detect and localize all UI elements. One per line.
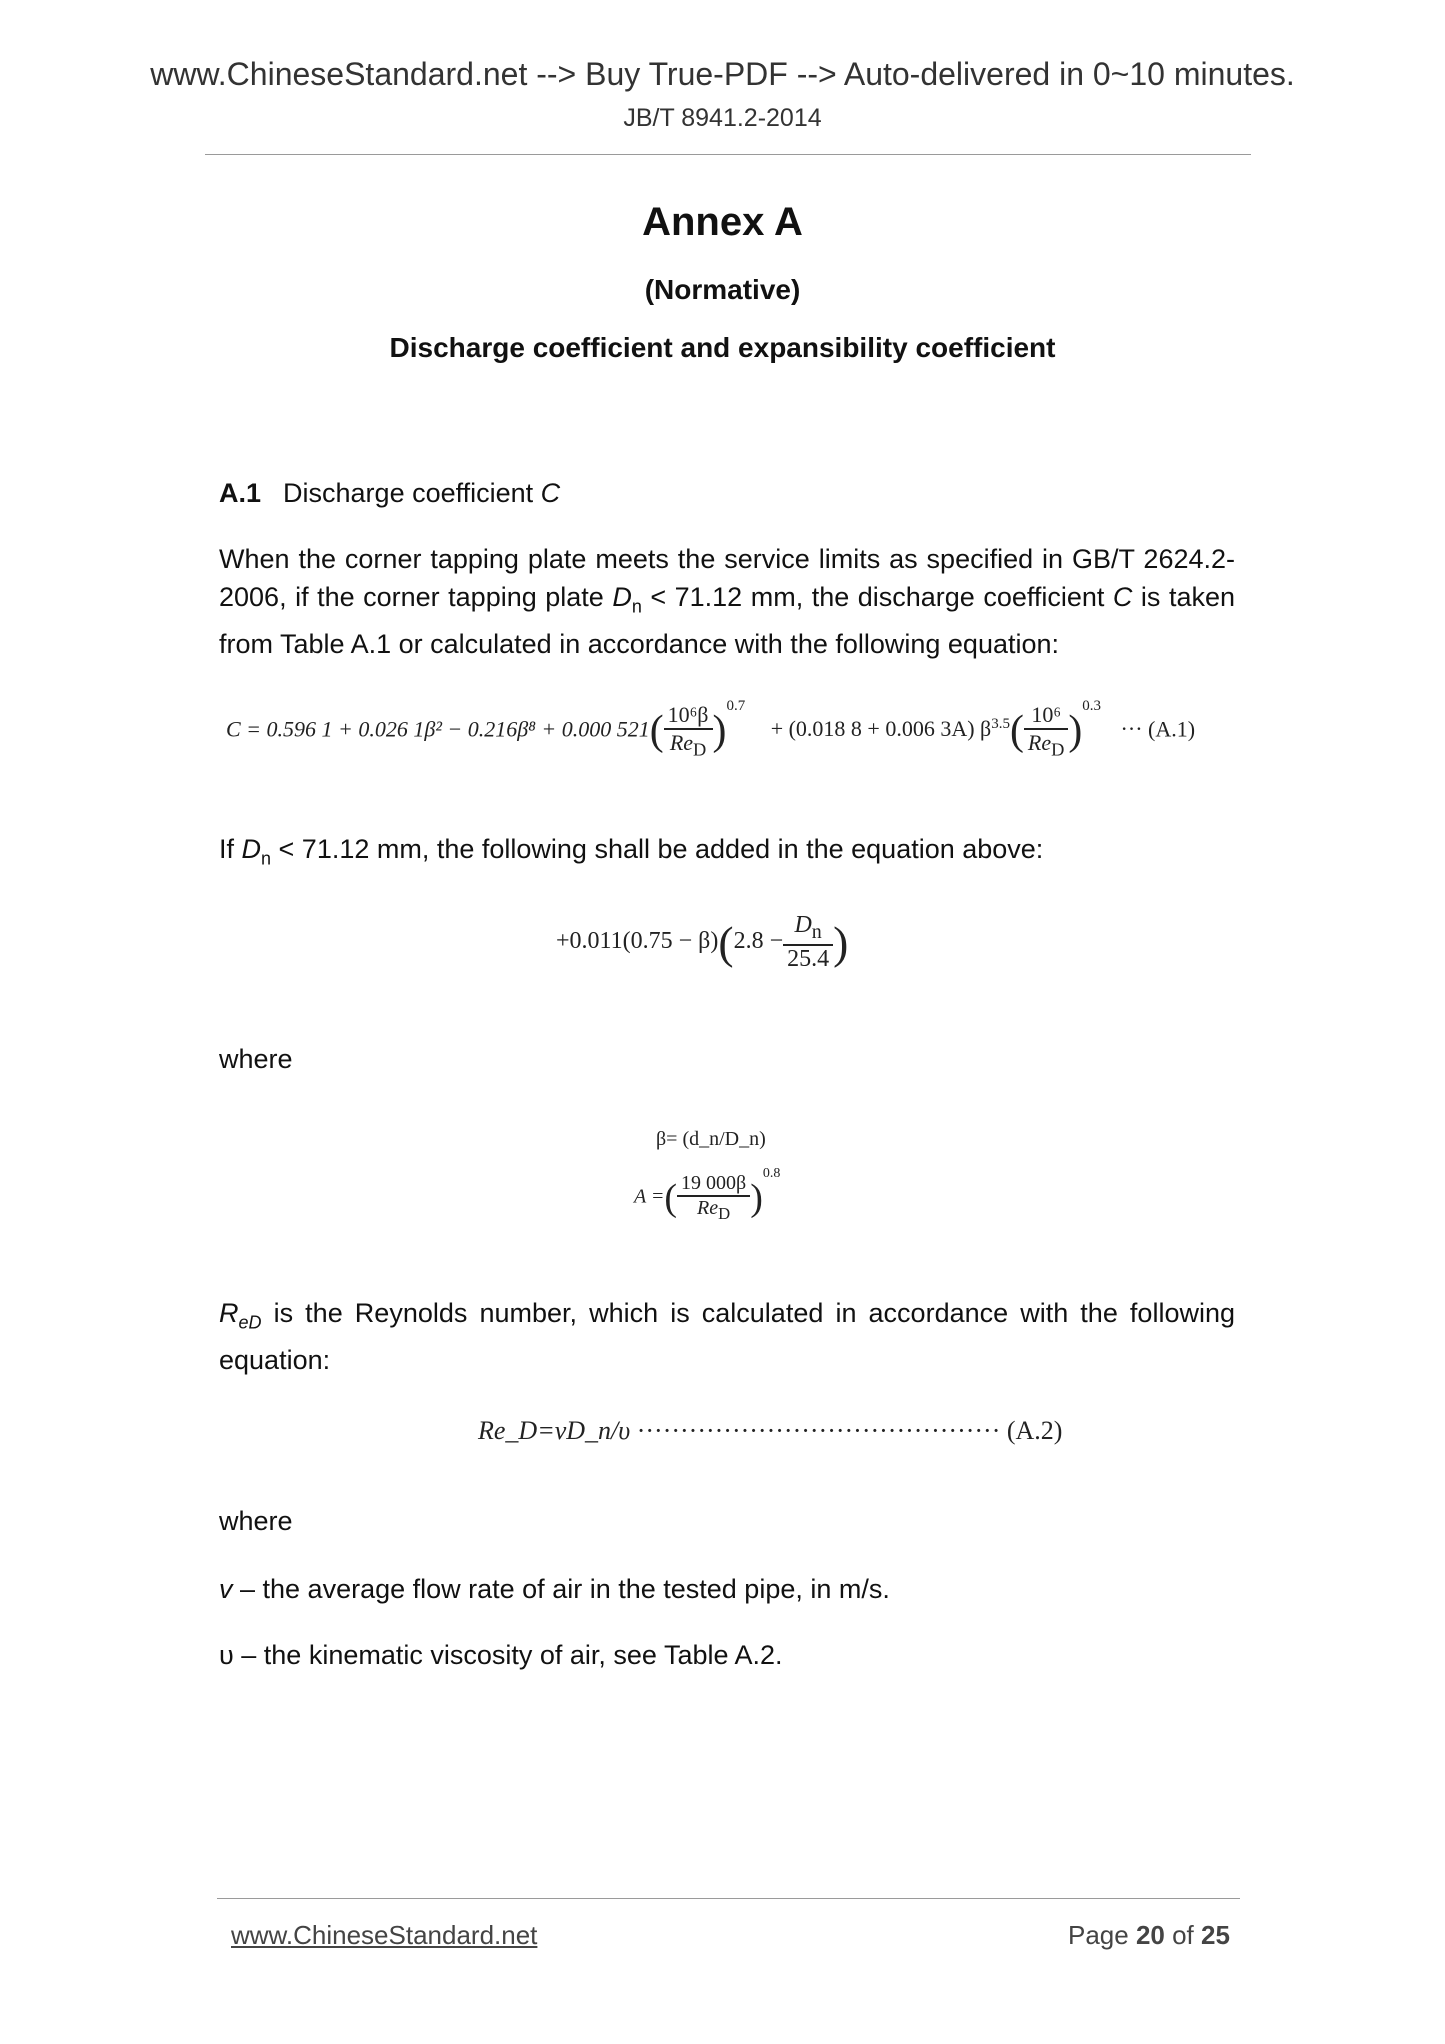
paragraph-small-bore: If $D_n < 71.12$ mm, the following shall be added in the equation above: [219,834,1044,869]
equation-a1: C = 0.596 1 + 0.026 1β² − 0.216β⁸ + 0.000 521( $\frac{\text{10⁶β}}{Re_D}$ )$^{0.7}$ + (0.018 8 + 0.006 3A) $\beta^{3.5}$( $\frac{\text{10⁶}}{Re_D}$ )$^{0.3}$ ··· (A.1) [226,697,1196,760]
paragraph-intro: When the corner tapping plate meets the service limits as specified in GB/T 2624.2-2006, if the corner tapping plate $D_n < 71.12$ mm, the discharge coefficient C is taken from Table A.1 or calculated in accordance with the following equation: [219,544,1235,660]
equation-A: A =( $\frac{19 000\beta}{Re_D}$ )$^{0.8}$ [634,1165,781,1223]
clause-heading-text: Discharge coefficient [283,478,541,508]
equation-additional-term: +0.011(0.75 − β)(2.8 − $\frac{D_n}{25.4}$ ) [556,912,849,972]
paragraph-reynolds: $R_{eD}$ is the Reynolds number, which is calculated in accordance with the following equation: [219,1298,1235,1376]
definition-v: v – the average flow rate of air in the tested pipe, in m/s. [219,1574,890,1604]
where-label-1: where [219,1044,293,1074]
clause-number: A.1 [219,478,262,508]
footer-link[interactable]: www.ChineseStandard.net [231,1920,538,1950]
equation-a2: Re_D=vD_n/υ ·········································· (A.2) [478,1416,1063,1445]
annex-subtitle: Discharge coefficient and expansibility coefficient [389,332,1056,363]
header-divider [205,154,1251,155]
equation-beta: β= (d_n/D_n) [656,1128,766,1150]
standard-number: JB/T 8941.2-2014 [623,104,822,132]
clause-heading-symbol: C [540,478,561,508]
header-link[interactable]: www.ChineseStandard.net --> Buy True-PDF --> Auto-delivered in 0~10 minutes. [150,56,1295,92]
page-indicator: Page 20 of 25 [1068,1920,1230,1950]
footer-divider [217,1898,1240,1899]
clause-heading [219,474,1235,512]
definition-upsilon: υ – the kinematic viscosity of air, see Table A.2. [219,1640,783,1670]
annex-normative: (Normative) [644,274,801,305]
where-label-2: where [219,1506,293,1536]
annex-title: Annex A [642,200,803,244]
